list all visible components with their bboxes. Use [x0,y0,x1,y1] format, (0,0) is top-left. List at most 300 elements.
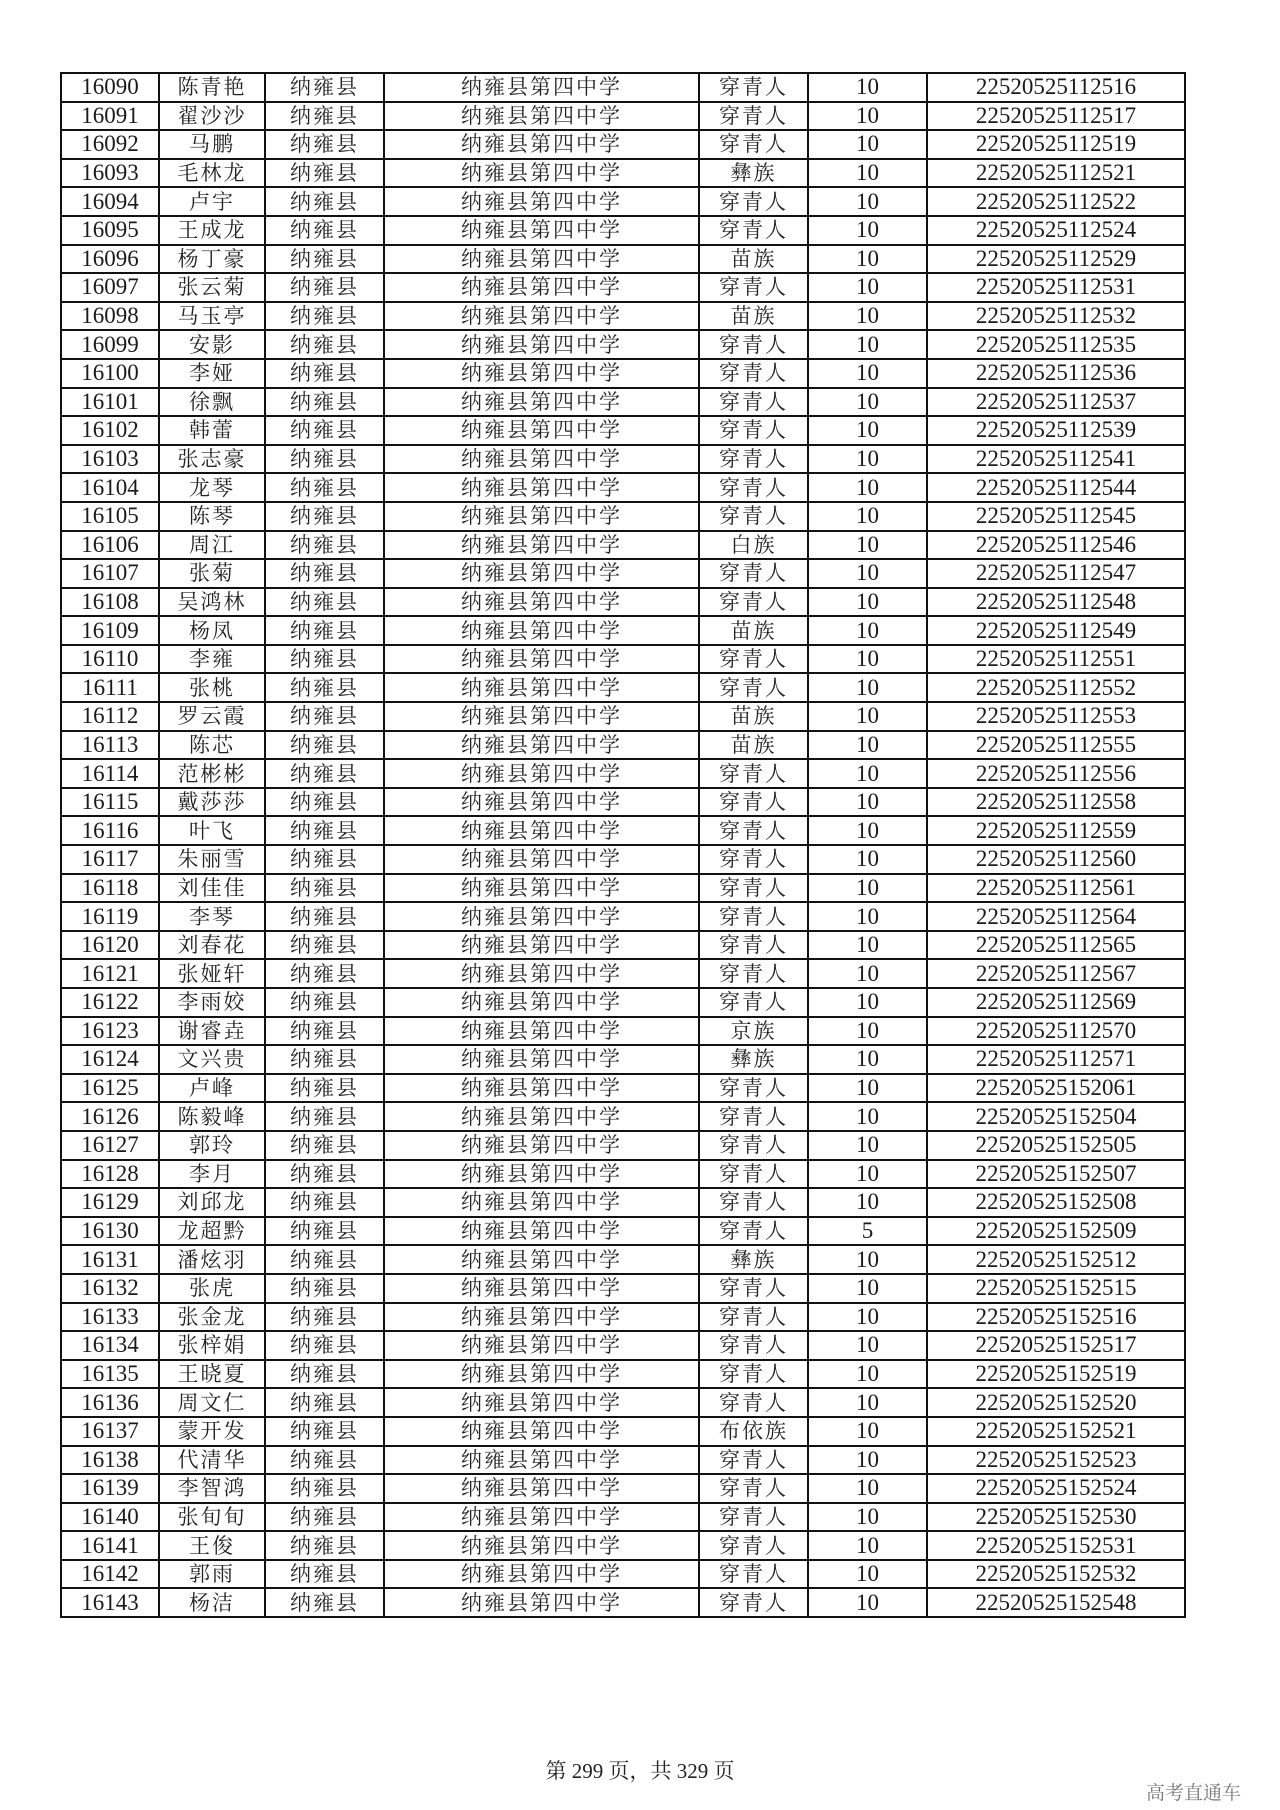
cell-school: 纳雍县第四中学 [384,845,699,874]
cell-ethnicity: 穿青人 [699,1074,808,1103]
cell-ethnicity: 穿青人 [699,559,808,588]
table-row [61,273,1185,302]
table-row [61,1560,1185,1589]
cell-serial: 16114 [61,759,159,788]
cell-school: 纳雍县第四中学 [384,359,699,388]
cell-ethnicity: 穿青人 [699,1531,808,1560]
cell-ethnicity: 穿青人 [699,959,808,988]
cell-ethnicity: 穿青人 [699,187,808,216]
table-row [61,245,1185,274]
cell-bonus-points: 10 [808,1503,927,1532]
cell-bonus-points: 10 [808,902,927,931]
cell-bonus-points: 10 [808,73,927,102]
cell-serial: 16099 [61,330,159,359]
cell-ethnicity: 京族 [699,1017,808,1046]
cell-county: 纳雍县 [265,1360,384,1389]
cell-serial: 16117 [61,845,159,874]
cell-name: 李雍 [159,645,265,674]
cell-ethnicity: 穿青人 [699,902,808,931]
cell-exam-id: 22520525112547 [927,559,1185,588]
cell-ethnicity: 穿青人 [699,445,808,474]
cell-ethnicity: 穿青人 [699,874,808,903]
roster-table [60,72,1186,1618]
cell-exam-id: 22520525112532 [927,302,1185,331]
cell-school: 纳雍县第四中学 [384,273,699,302]
cell-serial: 16124 [61,1045,159,1074]
cell-school: 纳雍县第四中学 [384,1560,699,1589]
table-row [61,902,1185,931]
table-row [61,1503,1185,1532]
cell-serial: 16125 [61,1074,159,1103]
cell-bonus-points: 10 [808,330,927,359]
cell-county: 纳雍县 [265,102,384,131]
cell-name: 罗云霞 [159,702,265,731]
cell-exam-id: 22520525152530 [927,1503,1185,1532]
cell-ethnicity: 穿青人 [699,473,808,502]
cell-ethnicity: 苗族 [699,616,808,645]
cell-school: 纳雍县第四中学 [384,645,699,674]
cell-exam-id: 22520525112565 [927,931,1185,960]
table-row [61,845,1185,874]
cell-name: 张云菊 [159,273,265,302]
cell-exam-id: 22520525152523 [927,1446,1185,1475]
table-row [61,502,1185,531]
cell-exam-id: 22520525112556 [927,759,1185,788]
cell-school: 纳雍县第四中学 [384,588,699,617]
cell-exam-id: 22520525152516 [927,1303,1185,1332]
cell-serial: 16094 [61,187,159,216]
cell-exam-id: 22520525152531 [927,1531,1185,1560]
cell-name: 安影 [159,330,265,359]
cell-bonus-points: 10 [808,645,927,674]
cell-exam-id: 22520525152504 [927,1102,1185,1131]
cell-county: 纳雍县 [265,931,384,960]
cell-bonus-points: 10 [808,302,927,331]
cell-name: 张菊 [159,559,265,588]
cell-serial: 16136 [61,1388,159,1417]
cell-serial: 16127 [61,1131,159,1160]
cell-serial: 16143 [61,1588,159,1617]
cell-school: 纳雍县第四中学 [384,159,699,188]
cell-exam-id: 22520525112569 [927,988,1185,1017]
cell-name: 谢睿垚 [159,1017,265,1046]
cell-serial: 16115 [61,788,159,817]
table-row [61,73,1185,102]
cell-school: 纳雍县第四中学 [384,1474,699,1503]
cell-serial: 16112 [61,702,159,731]
cell-county: 纳雍县 [265,1588,384,1617]
cell-name: 张旬旬 [159,1503,265,1532]
cell-bonus-points: 10 [808,1131,927,1160]
cell-exam-id: 22520525112535 [927,330,1185,359]
cell-bonus-points: 10 [808,1531,927,1560]
cell-serial: 16137 [61,1417,159,1446]
cell-bonus-points: 10 [808,445,927,474]
table-row [61,102,1185,131]
cell-county: 纳雍县 [265,502,384,531]
cell-exam-id: 22520525112522 [927,187,1185,216]
cell-school: 纳雍县第四中学 [384,245,699,274]
cell-serial: 16122 [61,988,159,1017]
cell-serial: 16109 [61,616,159,645]
cell-county: 纳雍县 [265,1417,384,1446]
cell-serial: 16101 [61,388,159,417]
cell-serial: 16103 [61,445,159,474]
cell-school: 纳雍县第四中学 [384,1074,699,1103]
cell-school: 纳雍县第四中学 [384,1102,699,1131]
cell-school: 纳雍县第四中学 [384,1388,699,1417]
cell-ethnicity: 布依族 [699,1417,808,1446]
table-row [61,1074,1185,1103]
roster-table-body [61,73,1185,1617]
cell-ethnicity: 穿青人 [699,359,808,388]
cell-bonus-points: 10 [808,759,927,788]
cell-school: 纳雍县第四中学 [384,1131,699,1160]
cell-bonus-points: 10 [808,816,927,845]
cell-name: 李琴 [159,902,265,931]
cell-bonus-points: 10 [808,1360,927,1389]
cell-school: 纳雍县第四中学 [384,1588,699,1617]
cell-county: 纳雍县 [265,1531,384,1560]
cell-serial: 16141 [61,1531,159,1560]
cell-serial: 16090 [61,73,159,102]
cell-bonus-points: 10 [808,1074,927,1103]
cell-serial: 16123 [61,1017,159,1046]
cell-exam-id: 22520525152520 [927,1388,1185,1417]
cell-bonus-points: 10 [808,473,927,502]
cell-bonus-points: 10 [808,1303,927,1332]
cell-school: 纳雍县第四中学 [384,559,699,588]
table-row [61,731,1185,760]
cell-exam-id: 22520525112545 [927,502,1185,531]
cell-county: 纳雍县 [265,1045,384,1074]
cell-name: 张虎 [159,1274,265,1303]
cell-county: 纳雍县 [265,130,384,159]
cell-bonus-points: 10 [808,245,927,274]
cell-exam-id: 22520525112524 [927,216,1185,245]
table-row [61,1160,1185,1189]
table-row [61,1131,1185,1160]
cell-exam-id: 22520525112539 [927,416,1185,445]
cell-school: 纳雍县第四中学 [384,216,699,245]
cell-county: 纳雍县 [265,445,384,474]
cell-ethnicity: 白族 [699,531,808,560]
cell-serial: 16097 [61,273,159,302]
cell-exam-id: 22520525152532 [927,1560,1185,1589]
cell-name: 刘邱龙 [159,1188,265,1217]
cell-exam-id: 22520525112558 [927,788,1185,817]
cell-name: 文兴贵 [159,1045,265,1074]
cell-ethnicity: 彝族 [699,1045,808,1074]
cell-exam-id: 22520525112560 [927,845,1185,874]
table-row [61,1188,1185,1217]
cell-county: 纳雍县 [265,1474,384,1503]
table-row [61,187,1185,216]
cell-school: 纳雍县第四中学 [384,1245,699,1274]
cell-bonus-points: 10 [808,931,927,960]
cell-bonus-points: 10 [808,1388,927,1417]
cell-county: 纳雍县 [265,559,384,588]
cell-ethnicity: 穿青人 [699,1503,808,1532]
cell-serial: 16138 [61,1446,159,1475]
cell-name: 李雨姣 [159,988,265,1017]
cell-county: 纳雍县 [265,588,384,617]
cell-school: 纳雍县第四中学 [384,1217,699,1246]
cell-ethnicity: 穿青人 [699,1160,808,1189]
cell-name: 卢峰 [159,1074,265,1103]
cell-exam-id: 22520525112531 [927,273,1185,302]
table-row [61,788,1185,817]
cell-county: 纳雍县 [265,473,384,502]
cell-bonus-points: 10 [808,1588,927,1617]
cell-ethnicity: 穿青人 [699,788,808,817]
cell-serial: 16132 [61,1274,159,1303]
cell-name: 龙琴 [159,473,265,502]
cell-county: 纳雍县 [265,1188,384,1217]
cell-bonus-points: 10 [808,988,927,1017]
cell-ethnicity: 穿青人 [699,330,808,359]
cell-serial: 16100 [61,359,159,388]
cell-school: 纳雍县第四中学 [384,759,699,788]
cell-county: 纳雍县 [265,1303,384,1332]
cell-county: 纳雍县 [265,159,384,188]
cell-county: 纳雍县 [265,816,384,845]
cell-serial: 16131 [61,1245,159,1274]
cell-ethnicity: 穿青人 [699,588,808,617]
cell-bonus-points: 10 [808,959,927,988]
cell-exam-id: 22520525152512 [927,1245,1185,1274]
cell-exam-id: 22520525112551 [927,645,1185,674]
cell-ethnicity: 穿青人 [699,1388,808,1417]
cell-school: 纳雍县第四中学 [384,187,699,216]
cell-name: 刘佳佳 [159,874,265,903]
cell-serial: 16107 [61,559,159,588]
cell-county: 纳雍县 [265,1217,384,1246]
cell-ethnicity: 穿青人 [699,130,808,159]
cell-county: 纳雍县 [265,702,384,731]
cell-name: 朱丽雪 [159,845,265,874]
cell-school: 纳雍县第四中学 [384,388,699,417]
cell-county: 纳雍县 [265,673,384,702]
cell-county: 纳雍县 [265,1560,384,1589]
table-row [61,588,1185,617]
cell-ethnicity: 苗族 [699,302,808,331]
cell-bonus-points: 10 [808,187,927,216]
cell-serial: 16110 [61,645,159,674]
cell-county: 纳雍县 [265,759,384,788]
cell-exam-id: 22520525152524 [927,1474,1185,1503]
cell-exam-id: 22520525112546 [927,531,1185,560]
cell-county: 纳雍县 [265,73,384,102]
table-row [61,874,1185,903]
cell-bonus-points: 10 [808,502,927,531]
table-row [61,645,1185,674]
cell-school: 纳雍县第四中学 [384,1446,699,1475]
cell-school: 纳雍县第四中学 [384,1303,699,1332]
cell-serial: 16135 [61,1360,159,1389]
table-row [61,759,1185,788]
cell-name: 郭雨 [159,1560,265,1589]
cell-school: 纳雍县第四中学 [384,931,699,960]
cell-county: 纳雍县 [265,845,384,874]
cell-ethnicity: 穿青人 [699,216,808,245]
cell-serial: 16116 [61,816,159,845]
cell-bonus-points: 10 [808,1160,927,1189]
table-row [61,216,1185,245]
cell-school: 纳雍县第四中学 [384,502,699,531]
cell-county: 纳雍县 [265,388,384,417]
table-row [61,388,1185,417]
cell-county: 纳雍县 [265,416,384,445]
cell-county: 纳雍县 [265,216,384,245]
cell-exam-id: 22520525152519 [927,1360,1185,1389]
cell-ethnicity: 穿青人 [699,1560,808,1589]
cell-serial: 16098 [61,302,159,331]
cell-name: 毛林龙 [159,159,265,188]
cell-county: 纳雍县 [265,187,384,216]
table-row [61,302,1185,331]
cell-bonus-points: 10 [808,1474,927,1503]
cell-exam-id: 22520525112549 [927,616,1185,645]
cell-school: 纳雍县第四中学 [384,673,699,702]
cell-bonus-points: 10 [808,702,927,731]
cell-county: 纳雍县 [265,1274,384,1303]
table-row [61,1331,1185,1360]
cell-school: 纳雍县第四中学 [384,816,699,845]
cell-bonus-points: 10 [808,1417,927,1446]
table-row [61,616,1185,645]
cell-school: 纳雍县第四中学 [384,302,699,331]
cell-serial: 16133 [61,1303,159,1332]
cell-exam-id: 22520525112548 [927,588,1185,617]
table-row [61,473,1185,502]
cell-county: 纳雍县 [265,1074,384,1103]
cell-name: 李月 [159,1160,265,1189]
table-row [61,559,1185,588]
cell-school: 纳雍县第四中学 [384,788,699,817]
cell-exam-id: 22520525112536 [927,359,1185,388]
cell-name: 韩蕾 [159,416,265,445]
cell-school: 纳雍县第四中学 [384,1531,699,1560]
cell-ethnicity: 穿青人 [699,416,808,445]
cell-serial: 16091 [61,102,159,131]
cell-serial: 16126 [61,1102,159,1131]
cell-name: 王成龙 [159,216,265,245]
cell-serial: 16129 [61,1188,159,1217]
cell-bonus-points: 10 [808,1045,927,1074]
cell-bonus-points: 10 [808,1560,927,1589]
cell-bonus-points: 10 [808,159,927,188]
cell-serial: 16118 [61,874,159,903]
cell-county: 纳雍县 [265,330,384,359]
cell-exam-id: 22520525152505 [927,1131,1185,1160]
cell-serial: 16105 [61,502,159,531]
cell-county: 纳雍县 [265,874,384,903]
cell-name: 张梓娟 [159,1331,265,1360]
cell-serial: 16108 [61,588,159,617]
cell-bonus-points: 10 [808,359,927,388]
cell-ethnicity: 穿青人 [699,1188,808,1217]
cell-school: 纳雍县第四中学 [384,330,699,359]
cell-county: 纳雍县 [265,959,384,988]
cell-school: 纳雍县第四中学 [384,1360,699,1389]
cell-ethnicity: 穿青人 [699,673,808,702]
cell-ethnicity: 穿青人 [699,502,808,531]
table-row [61,1417,1185,1446]
cell-school: 纳雍县第四中学 [384,1417,699,1446]
cell-county: 纳雍县 [265,731,384,760]
cell-ethnicity: 穿青人 [699,1474,808,1503]
cell-ethnicity: 穿青人 [699,273,808,302]
cell-ethnicity: 穿青人 [699,1331,808,1360]
cell-name: 张桃 [159,673,265,702]
cell-county: 纳雍县 [265,988,384,1017]
cell-exam-id: 22520525112521 [927,159,1185,188]
cell-name: 郭玲 [159,1131,265,1160]
table-row [61,1217,1185,1246]
cell-county: 纳雍县 [265,273,384,302]
cell-exam-id: 22520525152509 [927,1217,1185,1246]
cell-ethnicity: 穿青人 [699,1588,808,1617]
cell-exam-id: 22520525112570 [927,1017,1185,1046]
table-row [61,416,1185,445]
cell-school: 纳雍县第四中学 [384,902,699,931]
table-row [61,1360,1185,1389]
table-row [61,130,1185,159]
cell-ethnicity: 穿青人 [699,816,808,845]
cell-serial: 16119 [61,902,159,931]
cell-school: 纳雍县第四中学 [384,531,699,560]
cell-ethnicity: 穿青人 [699,388,808,417]
cell-school: 纳雍县第四中学 [384,1503,699,1532]
cell-county: 纳雍县 [265,1245,384,1274]
cell-name: 杨凤 [159,616,265,645]
cell-county: 纳雍县 [265,1102,384,1131]
cell-ethnicity: 彝族 [699,1245,808,1274]
cell-name: 陈毅峰 [159,1102,265,1131]
cell-ethnicity: 穿青人 [699,102,808,131]
cell-bonus-points: 10 [808,1245,927,1274]
table-row [61,1245,1185,1274]
cell-bonus-points: 10 [808,1102,927,1131]
cell-bonus-points: 10 [808,130,927,159]
cell-serial: 16140 [61,1503,159,1532]
page-indicator: 第 299 页，共 329 页 [545,1759,735,1783]
cell-serial: 16120 [61,931,159,960]
cell-bonus-points: 10 [808,1188,927,1217]
cell-ethnicity: 穿青人 [699,759,808,788]
cell-county: 纳雍县 [265,1388,384,1417]
cell-exam-id: 22520525112517 [927,102,1185,131]
cell-bonus-points: 10 [808,273,927,302]
cell-exam-id: 22520525112555 [927,731,1185,760]
cell-county: 纳雍县 [265,788,384,817]
cell-name: 陈琴 [159,502,265,531]
cell-school: 纳雍县第四中学 [384,874,699,903]
table-row [61,959,1185,988]
cell-school: 纳雍县第四中学 [384,73,699,102]
cell-bonus-points: 5 [808,1217,927,1246]
cell-exam-id: 22520525112567 [927,959,1185,988]
table-row [61,531,1185,560]
cell-name: 张志豪 [159,445,265,474]
cell-exam-id: 22520525112544 [927,473,1185,502]
cell-name: 翟沙沙 [159,102,265,131]
cell-county: 纳雍县 [265,1503,384,1532]
cell-county: 纳雍县 [265,1017,384,1046]
table-row [61,359,1185,388]
table-row [61,702,1185,731]
